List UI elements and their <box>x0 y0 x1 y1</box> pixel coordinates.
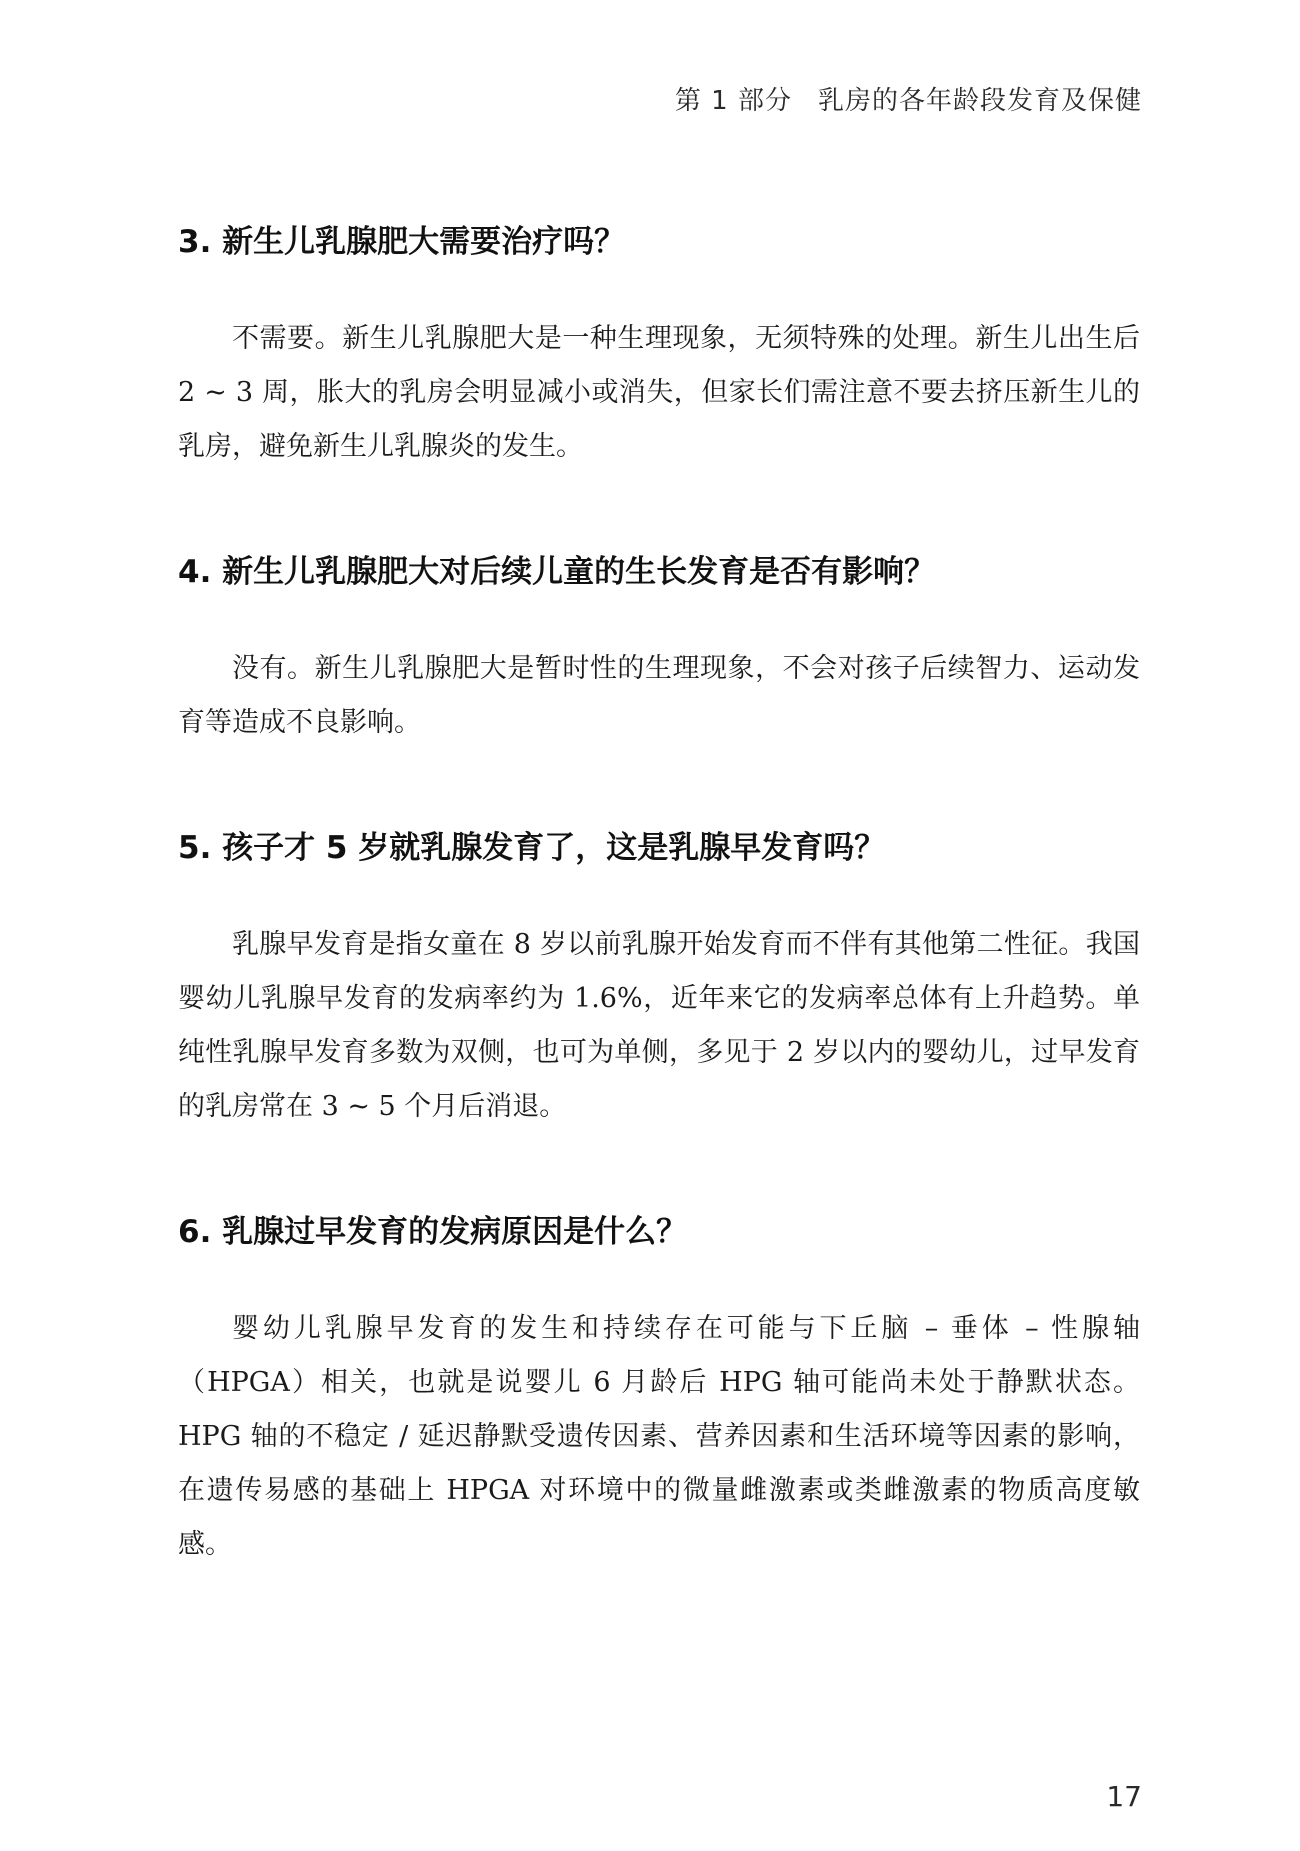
running-header <box>675 80 1142 117</box>
section-title-4: 4. 新生儿乳腺肥大对后续儿童的生长发育是否有影响？ <box>178 554 936 590</box>
section-title-3: 3. 新生儿乳腺肥大需要治疗吗？ <box>178 224 626 260</box>
page-number: 17 <box>1106 1780 1142 1813</box>
section-body-3: 不需要。新生儿乳腺肥大是一种生理现象，无须特殊的处理。新生儿出生后 2 ~ 3 周，胀大的乳房会明显减小或消失，但家长们需注意不要去挤压新生儿的乳房，避免新生儿乳腺炎的发生。 <box>178 323 1140 462</box>
header-part-label: 第 1 部分 <box>674 86 792 116</box>
section-body-4: 没有。新生儿乳腺肥大是暂时性的生理现象，不会对孩子后续智力、运动发育等造成不良影响。 <box>178 653 1140 738</box>
page-content <box>178 220 1140 1572</box>
section-title-5: 5. 孩子才 5 岁就乳腺发育了，这是乳腺早发育吗？ <box>178 830 886 866</box>
section-title-6: 6. 乳腺过早发育的发病原因是什么？ <box>178 1214 688 1250</box>
section-body-5: 乳腺早发育是指女童在 8 岁以前乳腺开始发育而不伴有其他第二性征。我国婴幼儿乳腺早发育的发病率约为 1.6%，近年来它的发病率总体有上升趋势。单纯性乳腺早发育多数为双侧，也可为单侧，多见于 2 岁以内的婴幼儿，过早发育的乳房常在 3 ~ 5 个月后消退。 <box>178 929 1140 1122</box>
section-body-6: 婴幼儿乳腺早发育的发生和持续存在可能与下丘脑 – 垂体 – 性腺轴（HPGA）相关，也就是说婴儿 6 月龄后 HPG 轴可能尚未处于静默状态。HPG 轴的不稳定 / 延迟静默受遗传因素、营养因素和生活环境等因素的影响，在遗传易感的基础上 HPGA 对环境中的微量雌激素或类雌激素的物质高度敏感。 <box>178 1313 1140 1560</box>
header-chapter-title: 乳房的各年龄段发育及保健 <box>817 86 1142 116</box>
